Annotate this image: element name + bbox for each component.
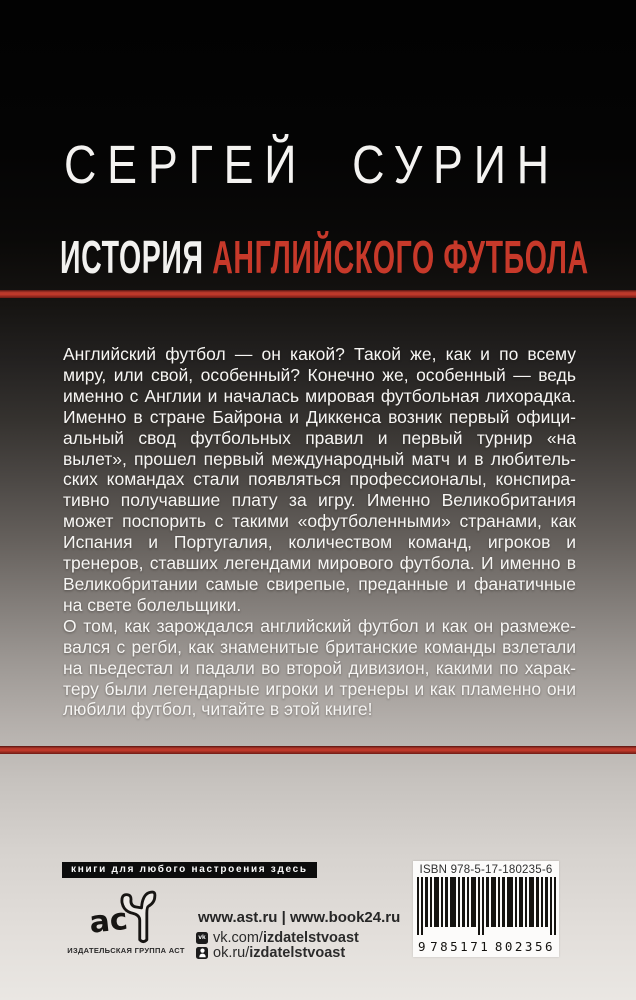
annotation-line: именно с Англии и началась мировая футбольная лихорадка. xyxy=(63,385,576,406)
annotation-line: ских командах стали появляться профессионалы, конспира- xyxy=(63,469,576,490)
vk-link-account: izdatelstvoast xyxy=(262,930,359,946)
annotation-line: вался с регби, как знаменитые британские команды взлетали xyxy=(63,636,576,657)
ok-link-account: izdatelstvoast xyxy=(249,945,346,961)
annotation-line: на свете болельщики. xyxy=(63,594,242,615)
barcode xyxy=(413,861,559,957)
vk-icon xyxy=(196,932,208,944)
barcode-bars xyxy=(417,877,556,935)
publisher-name: ИЗДАТЕЛЬСКАЯ ГРУППА АСТ xyxy=(67,946,185,955)
vk-link xyxy=(213,930,359,946)
annotation-line: О том, как зарождался английский футбол и как он размеже- xyxy=(63,615,576,636)
ean-lead-digit: 9 xyxy=(418,939,426,954)
annotation-line: может поспорить с такими «офутболенными» странами, как xyxy=(63,511,576,532)
annotation-line: Английский футбол — он какой? Такой же, как и по всему xyxy=(63,344,576,364)
annotation-line: тренеров, ставших легендами мирового футбола. И именно в xyxy=(63,553,576,574)
ok-icon xyxy=(196,947,208,959)
annotation-line: миру, или свой, особенный? Конечно же, особенный — ведь xyxy=(63,364,576,385)
vk-row xyxy=(196,930,359,946)
websites-line: www.ast.ru | www.book24.ru xyxy=(198,909,401,926)
isbn-label: ISBN 978-5-17-180235-6 xyxy=(419,864,553,876)
annotation-line: Великобритании самые свирепые, преданные и фанатичные xyxy=(63,573,576,594)
ean-group-2: 802356 xyxy=(494,939,555,954)
red-divider-bottom xyxy=(0,746,636,754)
annotation-line: на пьедестал и падали во второй дивизион, какими по харак- xyxy=(63,657,576,678)
annotation-line: альный свод футбольных правил и первый турнир «на xyxy=(63,427,576,448)
vk-link-prefix: vk.com/ xyxy=(213,930,263,946)
ast-logo-letters: ас xyxy=(88,901,130,941)
annotation-line: Именно в стране Байрона и Диккенса возник первый офици- xyxy=(63,406,576,427)
vk-icon-glyph: vk xyxy=(198,933,206,941)
ok-row xyxy=(196,945,345,961)
annotation-line: вылет», прошел первый международный матч и в любитель- xyxy=(63,448,576,469)
author-name: СЕРГЕЙ СУРИН xyxy=(64,135,560,196)
ok-link xyxy=(213,945,345,961)
ok-person-glyph xyxy=(198,948,207,958)
ean-digits xyxy=(418,939,555,954)
book-title xyxy=(60,231,589,284)
annotation-line: любили футбол, читайте в этой книге! xyxy=(63,699,373,720)
red-divider-top xyxy=(0,290,636,298)
annotation-line: теру были легендарные игроки и тренеры и как пламенно они xyxy=(63,678,576,699)
annotation-text xyxy=(63,344,576,720)
ast-publisher-logo xyxy=(88,884,172,946)
ean-group-1: 785171 xyxy=(430,939,491,954)
annotation-line: Испания и Португалия, количеством команд, игроков и xyxy=(63,532,576,553)
ok-link-prefix: ok.ru/ xyxy=(213,945,250,961)
book-title-word-white: ИСТОРИЯ xyxy=(60,231,204,284)
annotation-line: тивно получавшие плату за игру. Именно Великобритания xyxy=(63,490,576,511)
tagline-badge: книги для любого настроения здесь xyxy=(62,862,317,878)
book-title-words-red: АНГЛИЙСКОГО ФУТБОЛА xyxy=(212,231,589,284)
